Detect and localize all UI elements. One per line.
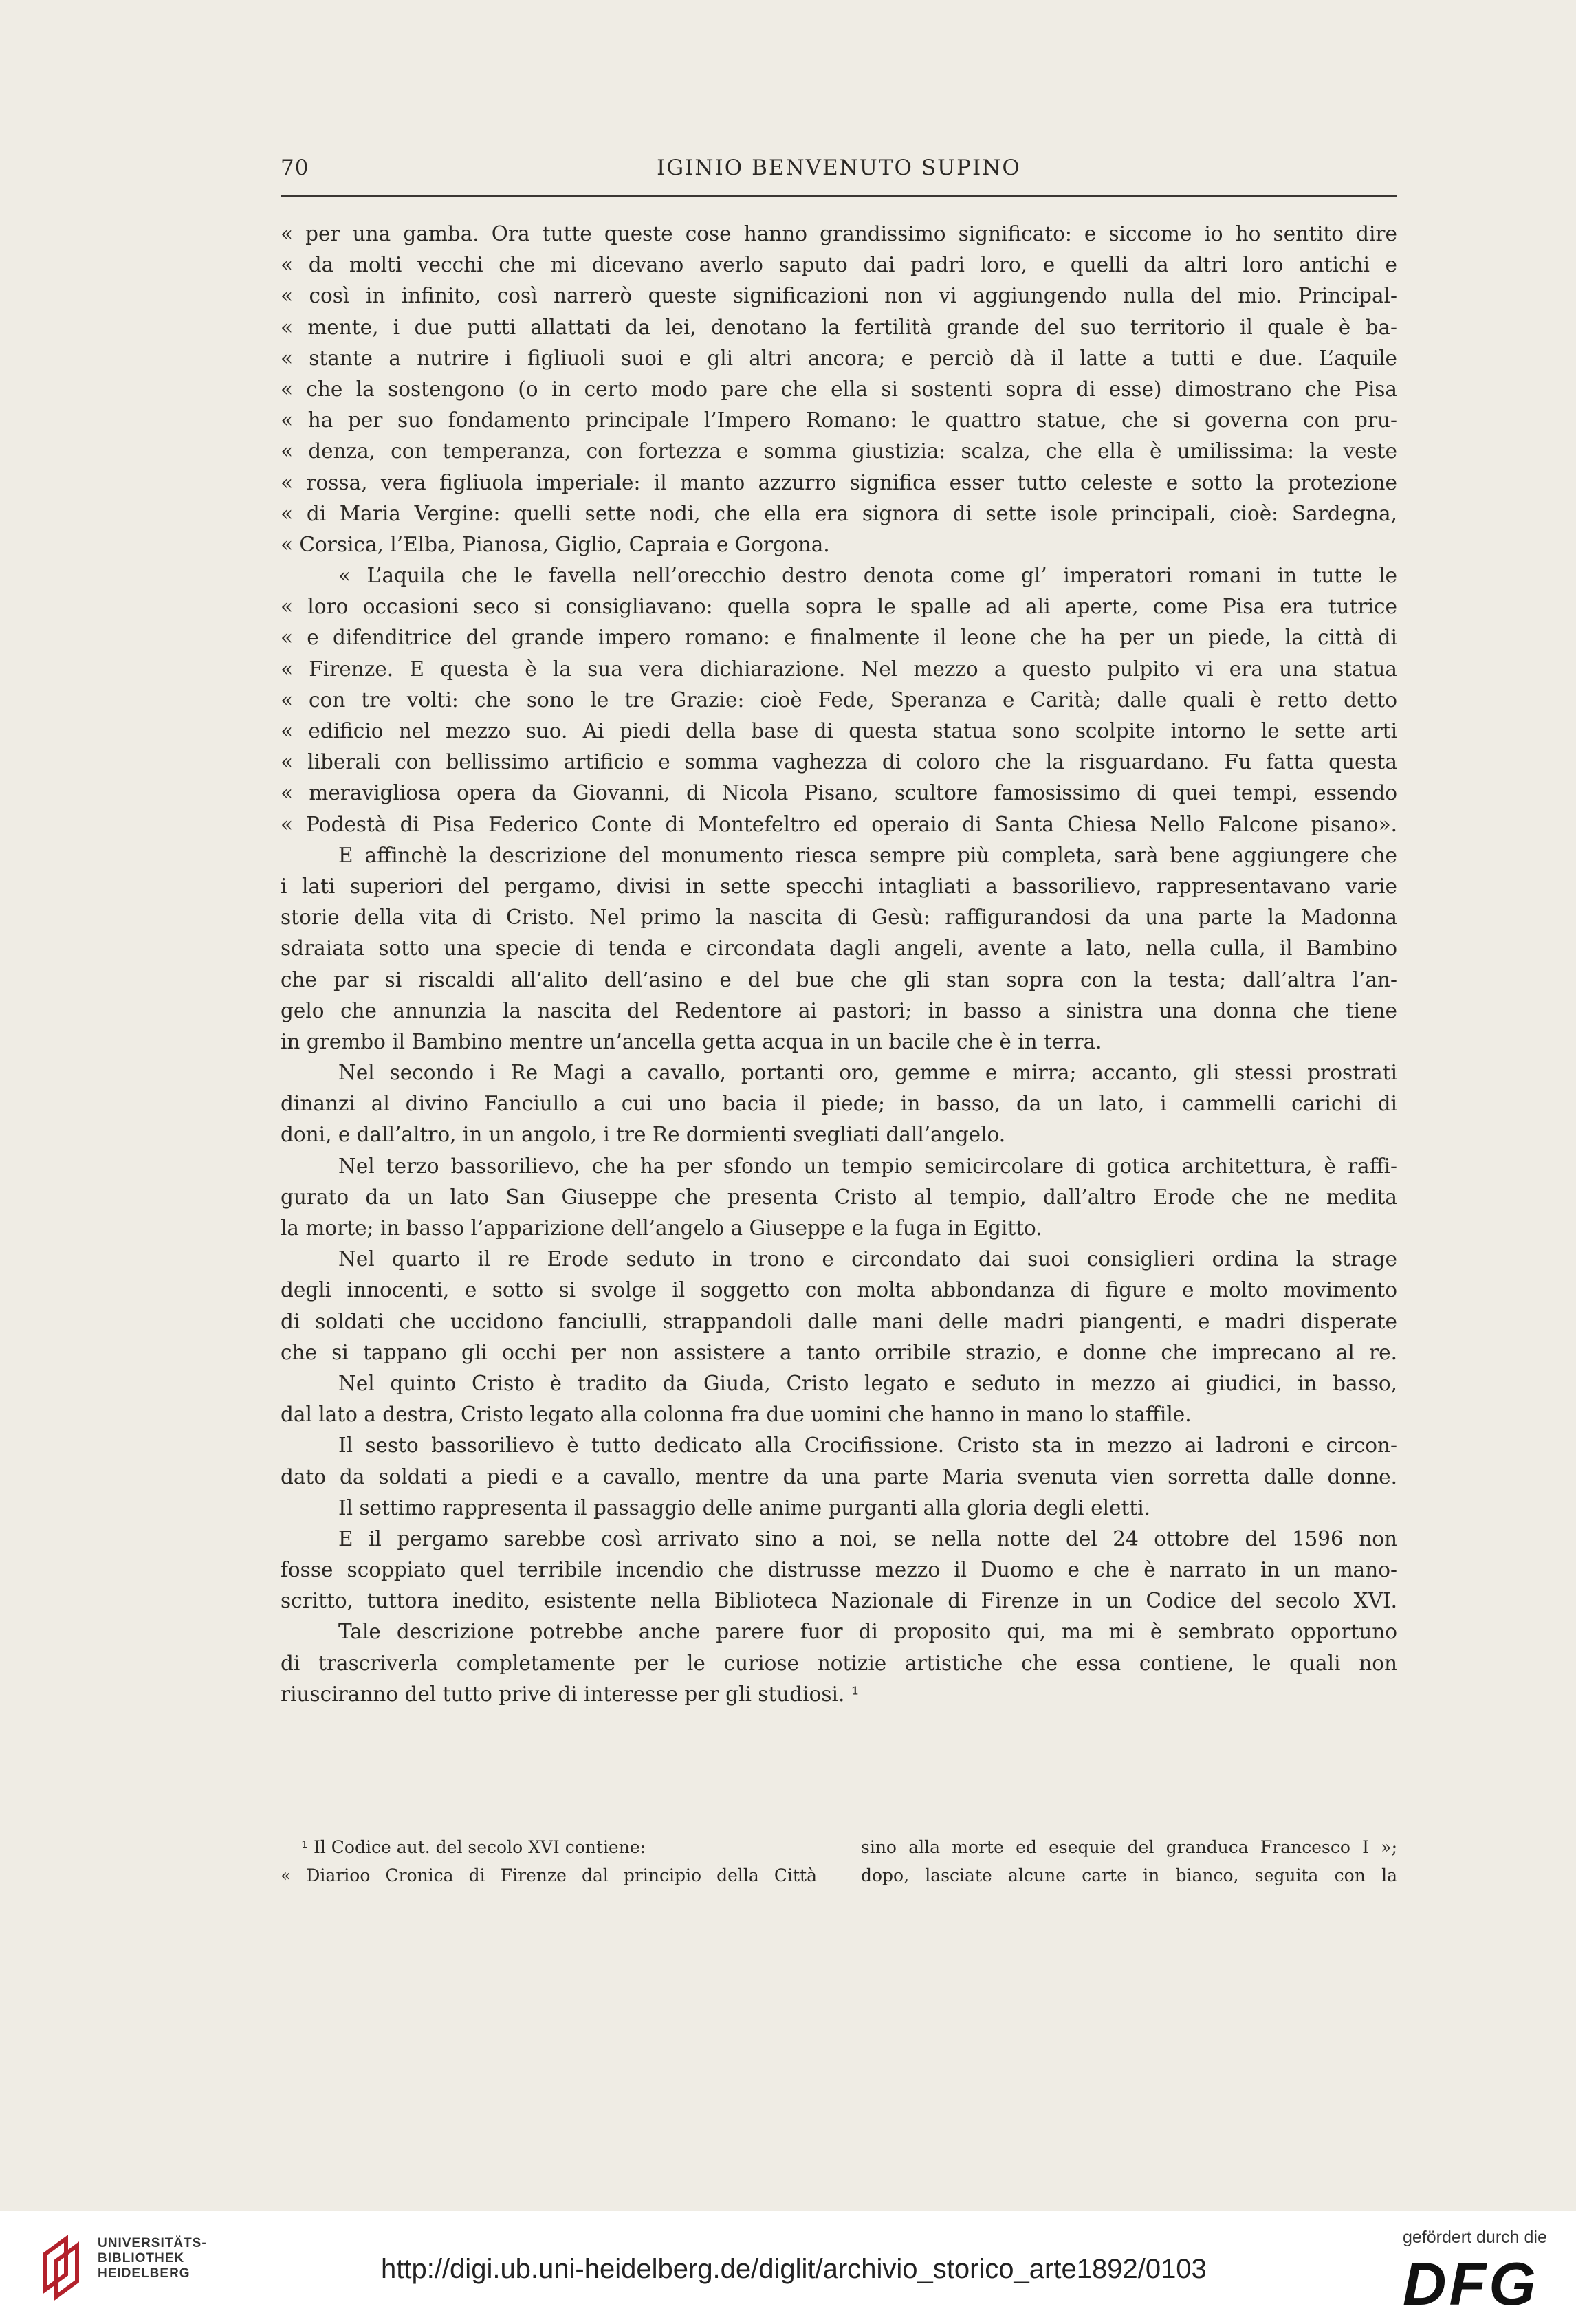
text-line: gurato da un lato San Giuseppe che presenta Cristo al tempio, dall’altro Erode che ne medita (281, 1185, 1397, 1209)
footnote-line: sino alla morte ed esequie del granduca Francesco I »; (861, 1837, 1397, 1857)
library-name-line: BIBLIOTHEK (98, 2251, 185, 2266)
footnote-line: « Diarioo Cronica di Firenze dal principio della Città (281, 1865, 817, 1885)
footnote-line: ¹ Il Codice aut. del secolo XVI contiene: (301, 1837, 646, 1857)
text-line: « mente, i due putti allattati da lei, denotano la fertilità grande del suo territorio il quale è ba- (281, 315, 1397, 339)
text-line: dal lato a destra, Cristo legato alla colonna fra due uomini che hanno in mano lo staffile. (281, 1403, 1192, 1427)
footnote-column-left (281, 1833, 817, 1889)
text-line: « per una gamba. Ora tutte queste cose hanno grandissimo significato: e siccome io ho sentito dire (281, 222, 1397, 245)
text-line: Nel secondo i Re Magi a cavallo, portanti oro, gemme e mirra; accanto, gli stessi prostrati (338, 1061, 1397, 1085)
footnote-column-right (861, 1833, 1397, 1889)
text-line: « stante a nutrire i figliuoli suoi e gli altri ancora; e perciò dà il latte a tutti e due. L’aquile (281, 346, 1397, 370)
university-library-logo-icon (39, 2233, 89, 2302)
page-number: 70 (281, 155, 309, 180)
text-line: « Corsica, l’Elba, Pianosa, Giglio, Capraia e Gorgona. (281, 532, 830, 556)
text-line: scritto, tuttora inedito, esistente nella Biblioteca Nazionale di Firenze in un Codice del secolo XVI. (281, 1589, 1397, 1613)
text-line: in grembo il Bambino mentre un’ancella getta acqua in un bacile che è in terra. (281, 1029, 1102, 1053)
text-line: fosse scoppiato quel terribile incendio che distrusse mezzo il Duomo e che è narrato in un mano- (281, 1558, 1397, 1582)
text-line: E affinchè la descrizione del monumento riesca sempre più completa, sarà bene aggiungere che (338, 843, 1397, 867)
text-line: di soldati che uccidono fanciulli, strappandoli dalle mani delle madri piangenti, e madri disperate (281, 1309, 1397, 1333)
library-name-line: HEIDELBERG (98, 2266, 190, 2281)
text-line: « meravigliosa opera da Giovanni, di Nicola Pisano, scultore famosissimo di quei tempi, essendo (281, 781, 1397, 805)
text-line: Tale descrizione potrebbe anche parere fuor di proposito qui, ma mi è sembrato opportuno (338, 1620, 1397, 1644)
running-title: IGINIO BENVENUTO SUPINO (657, 155, 1021, 180)
text-line: che par si riscaldi all’alito dell’asino e del bue che gli stan sopra con la testa; dall’altra l’an- (281, 967, 1397, 991)
dfg-logo: DFG (1403, 2250, 1539, 2318)
text-line: Nel quinto Cristo è tradito da Giuda, Cristo legato e seduto in mezzo ai giudici, in basso, (338, 1371, 1397, 1395)
text-line: gelo che annunzia la nascita del Redentore ai pastori; in basso a sinistra una donna che tiene (281, 998, 1397, 1022)
text-line: degli innocenti, e sotto si svolge il soggetto con molta abbondanza di figure e molto movimento (281, 1278, 1397, 1302)
page-header (281, 155, 1397, 190)
text-line: « edificio nel mezzo suo. Ai piedi della base di questa statua sono scolpite intorno le sette arti (281, 719, 1397, 743)
text-line: « che la sostengono (o in certo modo pare che ella si sostenti sopra di esse) dimostrano che Pisa (281, 377, 1397, 401)
text-line: « liberali con bellissimo artificio e somma vaghezza di coloro che la risguardano. Fu fatta questa (281, 750, 1397, 774)
text-line: Il sesto bassorilievo è tutto dedicato alla Crocifissione. Cristo sta in mezzo ai ladroni e circon- (338, 1434, 1397, 1458)
text-line: « denza, con temperanza, con fortezza e somma giustizia: scalza, che ella è umilissima: la veste (281, 439, 1397, 463)
header-rule (281, 195, 1397, 197)
text-line: « Podestà di Pisa Federico Conte di Montefeltro ed operaio di Santa Chiesa Nello Falcone pisano». (281, 812, 1397, 836)
source-url-link[interactable]: http://digi.ub.uni-heidelberg.de/diglit/archivio_storico_arte1892/0103 (381, 2254, 1207, 2284)
text-line: riusciranno del tutto prive di interesse per gli studiosi. ¹ (281, 1682, 860, 1706)
text-line: « Firenze. E questa è la sua vera dichiarazione. Nel mezzo a questo pulpito vi era una statua (281, 657, 1397, 681)
text-line: dinanzi al divino Fanciullo a cui uno bacia il piede; in basso, da un lato, i cammelli carichi di (281, 1092, 1397, 1116)
text-line: « ha per suo fondamento principale l’Impero Romano: le quattro statue, che si governa con pru- (281, 408, 1397, 432)
digitization-footer (0, 2211, 1576, 2324)
text-line: di trascriverla completamente per le curiose notizie artistiche che essa contiene, le quali non (281, 1651, 1397, 1675)
text-line: dato da soldati a piedi e a cavallo, mentre da una parte Maria svenuta vien sorretta dalle donne. (281, 1465, 1397, 1489)
text-line: sdraiata sotto una specie di tenda e circondata dagli angeli, avente a lato, nella culla, il Bambino (281, 936, 1397, 961)
text-line: Il settimo rappresenta il passaggio delle anime purganti alla gloria degli eletti. (338, 1495, 1151, 1520)
text-line: « da molti vecchi che mi dicevano averlo saputo dai padri loro, e quelli da altri loro antichi e (281, 253, 1397, 277)
library-name-line: UNIVERSITÄTS- (98, 2236, 207, 2250)
funded-by-label: gefördert durch die (1403, 2228, 1547, 2247)
text-line: « e difenditrice del grande impero romano: e finalmente il leone che ha per un piede, la città di (281, 626, 1397, 650)
text-line: « con tre volti: che sono le tre Grazie: cioè Fede, Speranza e Carità; dalle quali è retto detto (281, 688, 1397, 712)
text-line: « rossa, vera figliuola imperiale: il manto azzurro significa esser tutto celeste e sotto la protezione (281, 470, 1397, 494)
text-line: « L’aquila che le favella nell’orecchio destro denota come gl’ imperatori romani in tutte le (338, 564, 1397, 588)
text-line: la morte; in basso l’apparizione dell’angelo a Giuseppe e la fuga in Egitto. (281, 1216, 1042, 1240)
text-line: « così in infinito, così narrerò queste significazioni non vi aggiungendo nulla del mio. Principal- (281, 284, 1397, 308)
text-line: doni, e dall’altro, in un angolo, i tre Re dormienti svegliati dall’angelo. (281, 1123, 1006, 1147)
text-line: Nel quarto il re Erode seduto in trono e circondato dai suoi consiglieri ordina la strage (338, 1247, 1397, 1271)
text-line: che si tappano gli occhi per non assistere a tanto orribile strazio, e donne che imprecano al re. (281, 1340, 1397, 1364)
text-line: i lati superiori del pergamo, divisi in sette specchi intagliati a bassorilievo, rappresentavano varie (281, 874, 1397, 898)
library-name (98, 2236, 207, 2281)
text-line: Nel terzo bassorilievo, che ha per sfondo un tempio semicircolare di gotica architettura, è raffi- (338, 1154, 1397, 1178)
body-text (281, 219, 1397, 1710)
footnote-line: dopo, lasciate alcune carte in bianco, seguita con la (861, 1865, 1397, 1885)
text-line: « loro occasioni seco si consigliavano: quella sopra le spalle ad ali aperte, come Pisa era tutrice (281, 595, 1397, 619)
text-line: E il pergamo sarebbe così arrivato sino a noi, se nella notte del 24 ottobre del 1596 non (338, 1526, 1397, 1550)
text-line: « di Maria Vergine: quelli sette nodi, che ella era signora di sette isole principali, cioè: Sardegna, (281, 501, 1397, 525)
text-line: storie della vita di Cristo. Nel primo la nascita di Gesù: raffigurandosi da una parte la Madonna (281, 906, 1397, 930)
